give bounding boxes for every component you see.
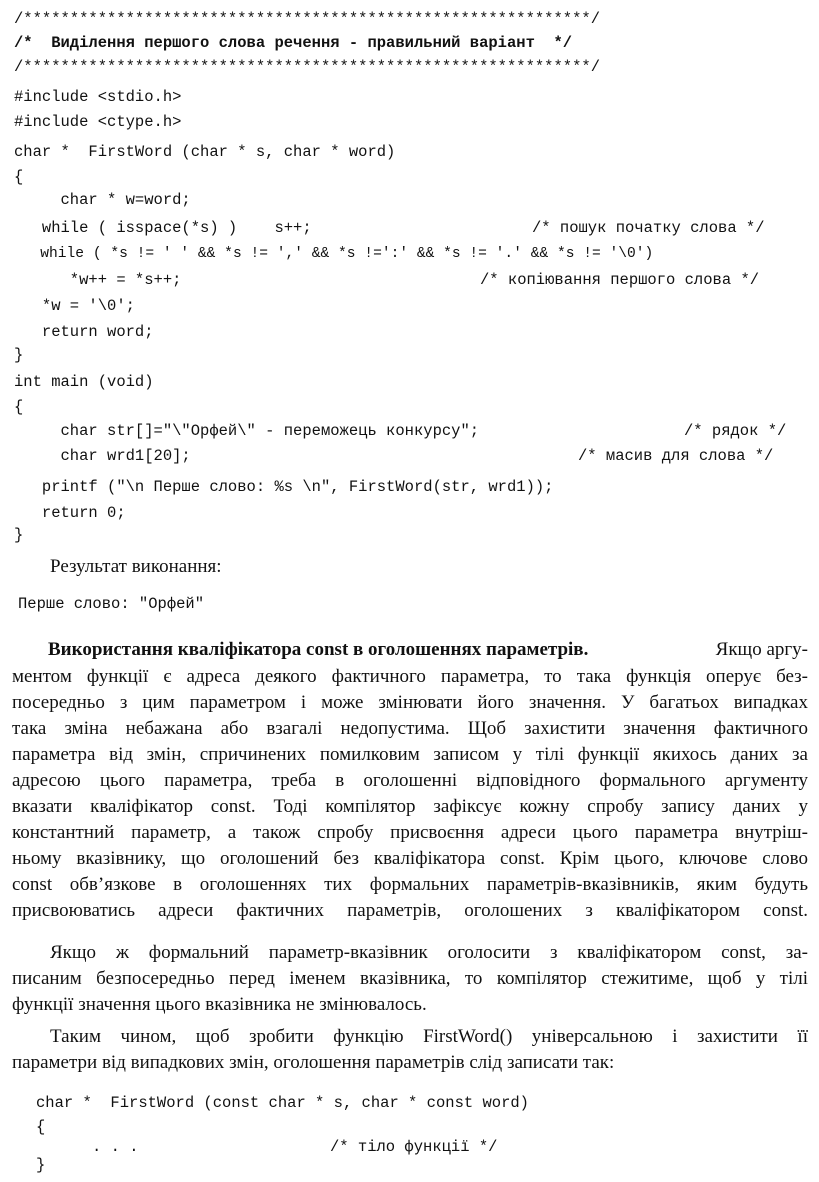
code-line: char * FirstWord (char * s, char * word) [14, 143, 396, 161]
paragraph-line: посередньо з цим параметром і може змінювати його значення. У багатьох випадках [12, 692, 808, 713]
paragraph-text: Якщо аргу- [715, 639, 808, 660]
paragraph-line: така зміна небажана або взагалі недопустима. Щоб захистити значення фактичного [12, 718, 808, 739]
code-line: printf ("\n Перше слово: %s \n", FirstWord(str, wrd1)); [14, 478, 554, 496]
paragraph-line: Якщо ж формальний параметр-вказівник оголосити з кваліфікатором const, за- [50, 942, 808, 963]
comment-banner-top: /*************************************************************/ [14, 10, 600, 28]
paragraph-line: адресою цього параметра, треба в оголошенні відповідного формального аргументу [12, 770, 808, 791]
code-line: return 0; [14, 504, 126, 522]
paragraph-line: писаним безпосередньо перед іменем вказівника, то компілятор стежитиме, щоб у тілі [12, 968, 808, 989]
code-line: { [36, 1118, 46, 1136]
paragraph-line: константний параметр, а також спробу присвоєння адреси цього параметра внутріш- [12, 822, 808, 843]
comment-banner-bottom: /*************************************************************/ [14, 58, 600, 76]
paragraph-line: ментом функції є адреса деякого фактичного параметра, то така функція оперує без- [12, 666, 808, 687]
code-line: int main (void) [14, 373, 154, 391]
paragraph-line: параметри від випадкових змін, оголошення параметрів слід записати так: [12, 1052, 615, 1073]
code-line: while ( *s != ' ' && *s != ',' && *s !=':' && *s != '.' && *s != '\0') [14, 246, 654, 262]
code-line: *w++ = *s++; [14, 271, 182, 289]
code-comment: /* копіювання першого слова */ [480, 271, 760, 289]
paragraph-line: Таким чином, щоб зробити функцію FirstWord() універсальною і захистити її [50, 1026, 808, 1047]
code-line: } [14, 346, 24, 364]
section-heading: Використання кваліфікатора const в оголошеннях параметрів. [48, 639, 589, 660]
code-line: *w = '\0'; [14, 297, 135, 315]
code-line: return word; [14, 323, 154, 341]
code-line: char * FirstWord (const char * s, char * const word) [36, 1094, 529, 1112]
result-label: Результат виконання: [50, 556, 222, 577]
code-line: { [14, 168, 24, 186]
code-comment: /* пошук початку слова */ [532, 219, 765, 237]
code-line: } [14, 526, 24, 544]
code-line: #include <stdio.h> [14, 88, 182, 106]
code-line: #include <ctype.h> [14, 113, 182, 131]
paragraph-line: вказати кваліфікатор const. Тоді компілятор зафіксує кожну спробу запису даних у [12, 796, 808, 817]
paragraph-line: const обв’язкове в оголошеннях тих формальних параметрів-вказівників, яким будуть [12, 874, 808, 895]
comment-banner-title: /* Виділення першого слова речення - правильний варіант */ [14, 34, 573, 52]
paragraph-line: функції значення цього вказівника не змінювалось. [12, 994, 427, 1015]
code-line: char * w=word; [14, 191, 191, 209]
code-comment: /* рядок */ [684, 422, 787, 440]
code-line: while ( isspace(*s) ) s++; [14, 219, 312, 237]
code-comment: /* тіло функції */ [330, 1138, 498, 1156]
code-line: . . . [92, 1138, 139, 1156]
paragraph-line: присвоюватись адреси фактичних параметрів, оголошених з кваліфікатором const. [12, 900, 808, 921]
code-line: } [36, 1156, 46, 1174]
code-line: char wrd1[20]; [14, 447, 191, 465]
code-line: char str[]="\"Орфей\" - переможець конкурсу"; [14, 422, 480, 440]
paragraph-line: ньому вказівнику, що оголошений без кваліфікатора const. Крім цього, ключове слово [12, 848, 808, 869]
code-line: { [14, 398, 24, 416]
code-comment: /* масив для слова */ [578, 447, 774, 465]
paragraph-line: параметра від змін, спричинених помилковим записом у тілі функції якихось даних за [12, 744, 808, 765]
result-output: Перше слово: "Орфей" [18, 595, 205, 613]
